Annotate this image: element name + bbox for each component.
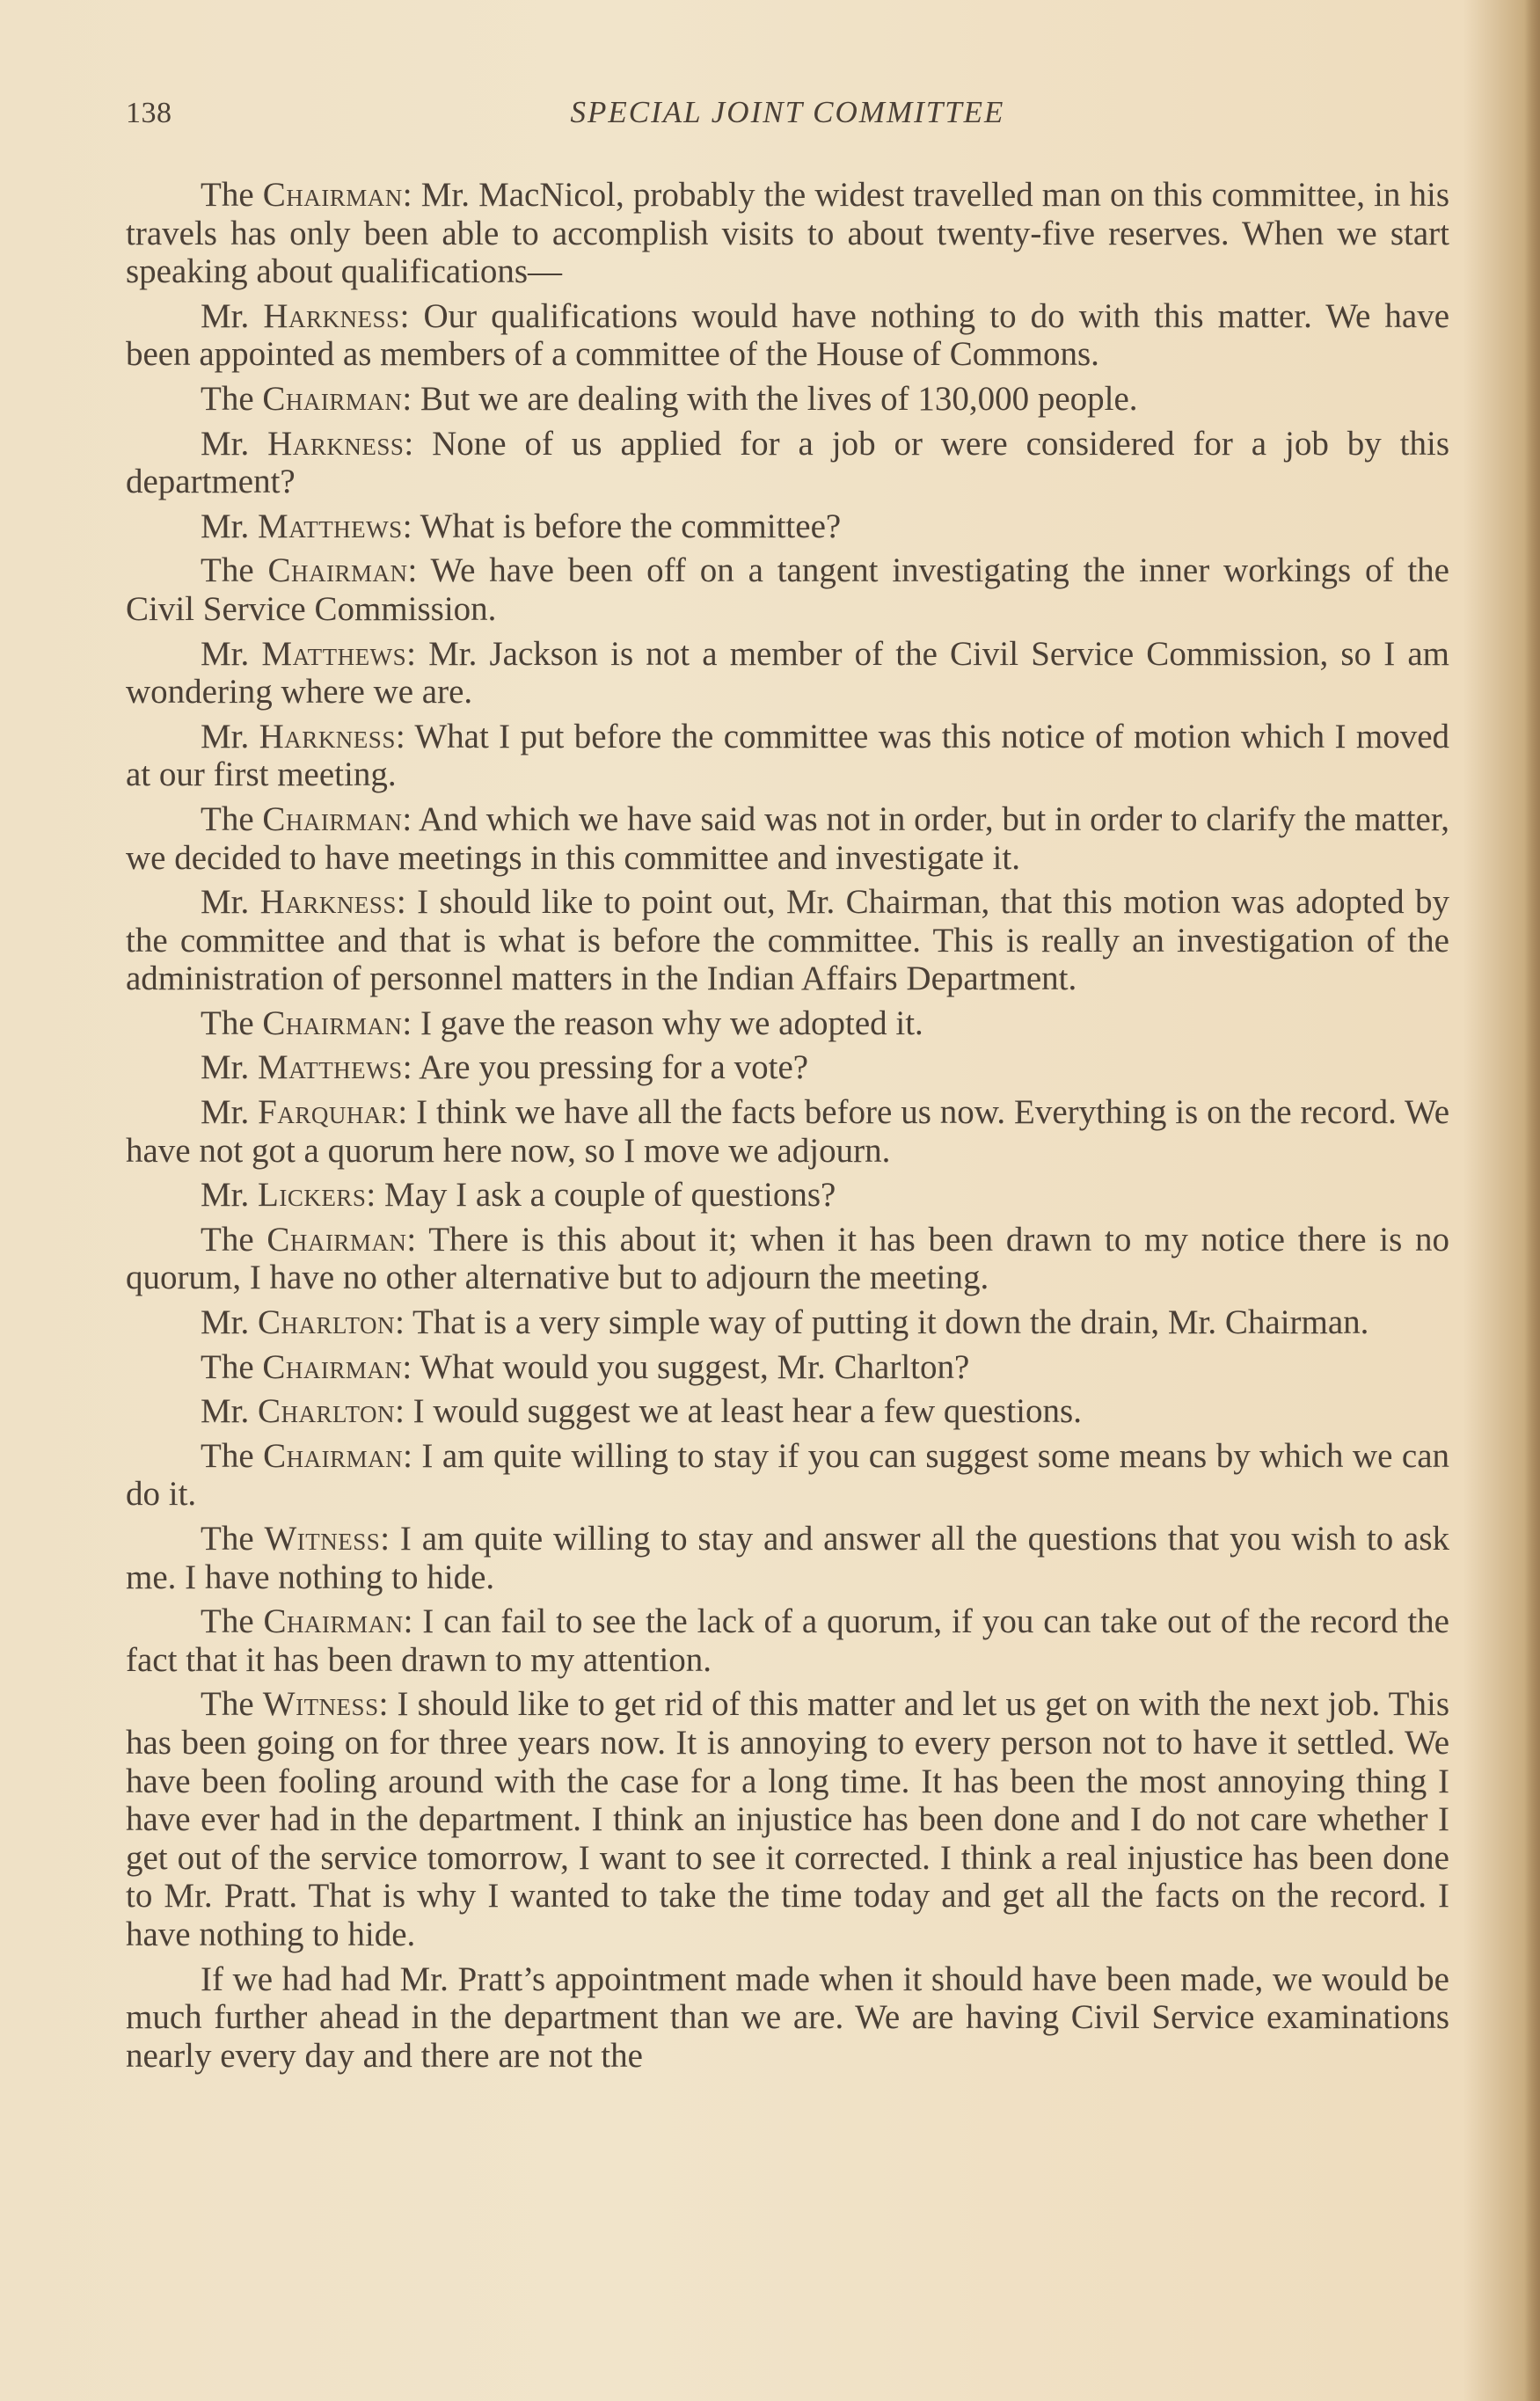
transcript-paragraph — [126, 800, 1449, 877]
transcript-paragraph — [126, 1221, 1449, 1297]
speaker-title: The — [201, 1220, 267, 1259]
speech-text: : I think we have all the facts before us now. Everything is on the record. We have not got a quorum here now, so I move we adjourn. — [126, 1093, 1450, 1170]
speaker-title: The — [201, 1436, 264, 1475]
speech-text: : I gave the reason why we adopted it. — [402, 1003, 923, 1042]
running-head: SPECIAL JOINT COMMITTEE — [570, 95, 1005, 129]
speaker-name: Chairman — [266, 1220, 407, 1259]
speech-text: : What I put before the committee was this notice of motion which I moved at our first meeting. — [126, 717, 1450, 794]
speaker-name: Chairman — [262, 1003, 403, 1042]
speech-text: : I can fail to see the lack of a quorum, if you can take out of the record the fact that it has been drawn to my attention. — [126, 1602, 1449, 1679]
speaker-title: The — [201, 1003, 263, 1042]
speaker-name: Lickers — [258, 1176, 367, 1215]
speech-text: : And which we have said was not in order, but in order to clarify the matter, we decided to have meetings in this committee and investigate it. — [126, 799, 1449, 877]
transcript-paragraph — [126, 1093, 1449, 1170]
transcript-paragraph — [126, 718, 1449, 794]
speech-text: : I am quite willing to stay if you can suggest some means by which we can do it. — [126, 1436, 1449, 1514]
speech-text: : Mr. Jackson is not a member of the Civil Service Commission, so I am wondering where we are. — [126, 634, 1450, 712]
speaker-name: Charlton — [258, 1392, 396, 1431]
speaker-title: Mr. — [201, 1303, 259, 1342]
speaker-title: The — [201, 1347, 263, 1386]
speaker-name: Chairman — [262, 379, 403, 418]
speaker-name: Chairman — [263, 1602, 404, 1641]
speaker-title: The — [201, 176, 263, 214]
speech-text: : But we are dealing with the lives of 130,000 people. — [402, 379, 1138, 418]
speaker-title: Mr. — [201, 296, 264, 335]
transcript-paragraph — [126, 1960, 1449, 2076]
speaker-title: Mr. — [201, 1093, 259, 1132]
transcript-paragraph — [126, 551, 1449, 628]
transcript-paragraph — [126, 1520, 1449, 1596]
transcript-paragraph — [126, 1176, 1449, 1215]
speech-text: : Mr. MacNicol, probably the widest travelled man on this committee, in his travels has only been able to accomplish visits to about twenty-five reserves. When we start speaking about qualifications— — [126, 176, 1450, 291]
speech-text: : There is this about it; when it has been drawn to my notice there is no quorum, I have no other alternative but to adjourn the meeting. — [126, 1220, 1449, 1297]
transcript-paragraph — [126, 1602, 1449, 1679]
speech-text: : I would suggest we at least hear a few questions. — [395, 1392, 1082, 1431]
speaker-name: Chairman — [267, 551, 408, 590]
speaker-title: Mr. — [201, 883, 260, 922]
speech-text: : We have been off on a tangent investigating the inner workings of the Civil Service Commission. — [126, 551, 1449, 628]
speaker-title: The — [201, 1602, 264, 1641]
speaker-name: Harkness — [263, 296, 400, 335]
speaker-name: Farquhar — [258, 1093, 398, 1132]
transcript-paragraph — [126, 1685, 1449, 1953]
transcript-paragraph — [126, 635, 1449, 712]
transcript-paragraph — [126, 176, 1449, 291]
transcript-paragraph — [126, 1437, 1449, 1514]
speaker-name: Chairman — [262, 176, 403, 214]
document-page — [126, 88, 1449, 2375]
speech-text: : I should like to point out, Mr. Chairman, that this motion was adopted by the committee and that is what is before the committee. This is really an investigation of the administration of personnel matters in the Indian Affairs Department. — [126, 883, 1449, 998]
transcript-paragraph — [126, 1392, 1449, 1431]
speaker-name: Chairman — [262, 799, 403, 838]
transcript-paragraph — [126, 883, 1449, 998]
speaker-title: Mr. — [201, 634, 262, 673]
transcript-paragraph — [126, 380, 1449, 419]
speaker-title: Mr. — [201, 1176, 259, 1215]
speaker-name: Matthews — [261, 634, 407, 673]
speech-text: : Are you pressing for a vote? — [402, 1048, 809, 1087]
transcript-paragraph — [126, 507, 1449, 546]
speaker-name: Chairman — [262, 1347, 403, 1386]
transcript-paragraph — [126, 1303, 1449, 1342]
speaker-name: Matthews — [258, 507, 403, 545]
speaker-title: Mr. — [201, 1392, 259, 1431]
transcript-paragraph — [126, 425, 1449, 501]
speech-text: If we had had Mr. Pratt’s appointment made when it should have been made, we would be much further ahead in the department than we are. We are having Civil Service examinations nearly every day and there are not the — [126, 1959, 1449, 2075]
page-number: 138 — [126, 97, 172, 129]
speaker-title: Mr. — [201, 507, 259, 545]
transcript-body — [126, 176, 1449, 2075]
speech-text: : I should like to get rid of this matter and let us get on with the next job. This has been going on for three years now. It is annoying to every person not to have it settled. We have been fooling around with the case for a long time. It has been the most annoying thing I have ever had in the department. I think an injustice has been done and I do not care whether I get out of the service tomorrow, I want to see it corrected. I think a real injustice has been done to Mr. Pratt. That is why I wanted to take the time today and get all the facts on the record. I have nothing to hide. — [126, 1685, 1449, 1953]
speaker-title: The — [201, 379, 263, 418]
speaker-name: Harkness — [267, 424, 405, 463]
speech-text: : That is a very simple way of putting it down the drain, Mr. Chairman. — [395, 1303, 1369, 1342]
speaker-title: Mr. — [201, 717, 259, 755]
speaker-title: The — [201, 551, 268, 590]
speaker-name: Chairman — [263, 1436, 404, 1475]
speaker-name: Harkness — [259, 883, 397, 922]
transcript-paragraph — [126, 1048, 1449, 1087]
speech-text: : I am quite willing to stay and answer all the questions that you wish to ask me. I have nothing to hide. — [126, 1520, 1449, 1596]
transcript-paragraph — [126, 297, 1449, 374]
speech-text: : Our qualifications would have nothing to do with this matter. We have been appointed as members of a committee of the House of Commons. — [126, 296, 1449, 374]
transcript-paragraph — [126, 1348, 1449, 1387]
speaker-name: Witness — [262, 1685, 379, 1724]
speaker-name: Witness — [264, 1520, 381, 1558]
speech-text: : What is before the committee? — [402, 507, 842, 545]
speaker-name: Harkness — [259, 717, 396, 755]
speaker-title: Mr. — [201, 1048, 259, 1087]
speech-text: : May I ask a couple of questions? — [366, 1176, 836, 1215]
speech-text: : What would you suggest, Mr. Charlton? — [402, 1347, 970, 1386]
speaker-name: Charlton — [258, 1303, 396, 1342]
transcript-paragraph — [126, 1004, 1449, 1043]
speaker-title: The — [201, 799, 263, 838]
speaker-title: The — [201, 1685, 263, 1724]
speaker-title: Mr. — [201, 424, 268, 463]
page-edge-shadow — [1524, 0, 1540, 2401]
page-header — [126, 88, 1449, 141]
speech-text: : None of us applied for a job or were considered for a job by this department? — [126, 424, 1449, 501]
speaker-title: The — [201, 1520, 265, 1558]
speaker-name: Matthews — [258, 1048, 403, 1087]
